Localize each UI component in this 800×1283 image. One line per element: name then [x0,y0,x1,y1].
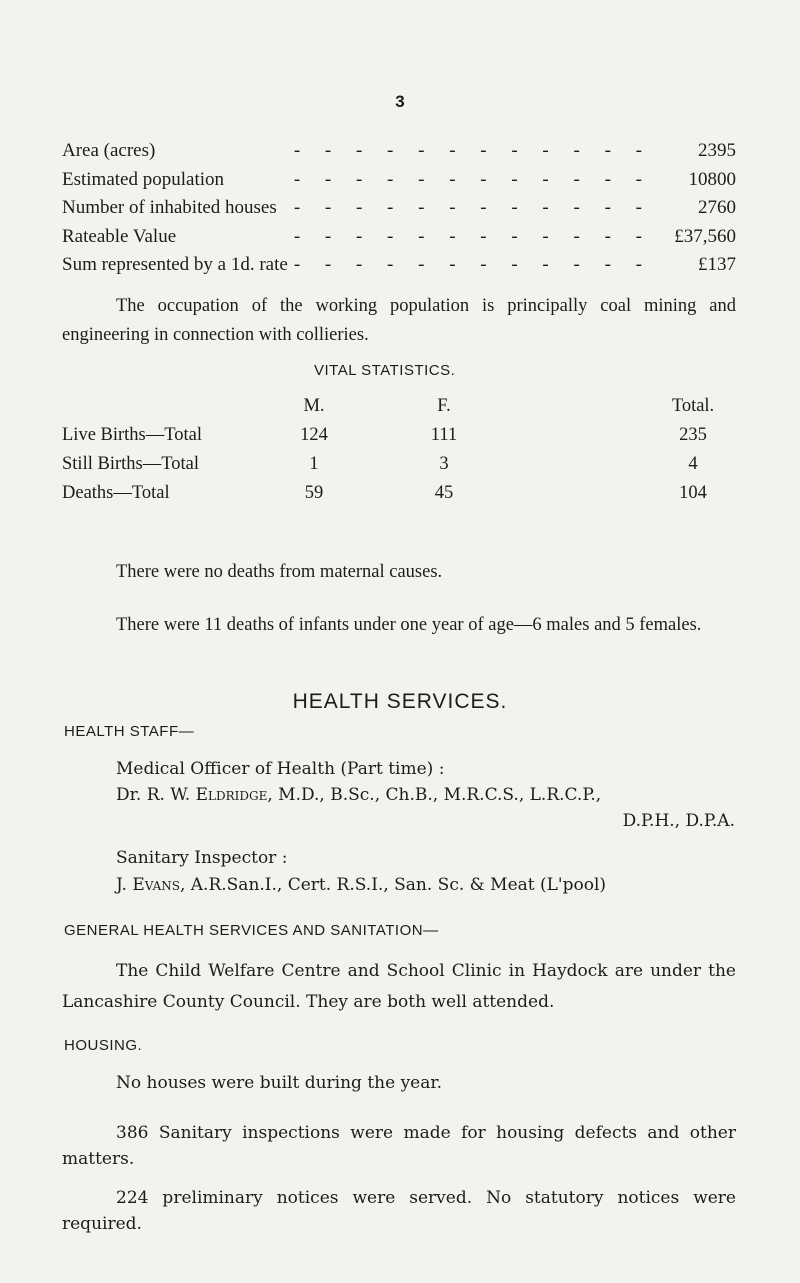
row-label: Still Births—Total [62,454,199,474]
sanitary-inspector-name-line: J. Evans, A.R.San.I., Cert. R.S.I., San. Sc. & Meat (L'pool) [116,875,607,895]
stat-label: Rateable Value [62,225,177,247]
table-row [62,454,742,480]
moh-quals-line2: D.P.H., D.P.A. [622,811,735,831]
stat-row-houses [62,197,736,226]
stat-value: 10800 [688,168,736,190]
general-health-paragraph: The Child Welfare Centre and School Clinic in Haydock are under the Lancashire County Council. They are both well attended. [62,961,736,1012]
occupation-paragraph: The occupation of the working population is principally coal mining and engineering in connection with collieries. [62,296,736,345]
stat-label: Area (acres) [62,140,156,161]
cell-f: 111 [430,425,458,445]
moh-name-line: Dr. R. W. Eldridge, M.D., B.Sc., Ch.B., M.R.C.S., L.R.C.P., [116,785,602,805]
row-label: Live Births—Total [62,425,203,445]
housing-paragraph-3: 224 preliminary notices were served. No statutory notices were required. [62,1188,736,1234]
header-f: F. [437,396,451,416]
leader-dashes: - - - - - - - - - - - - [293,254,652,275]
cell-m: 1 [309,454,319,474]
table-row [62,483,742,509]
cell-total: 4 [688,454,698,474]
cell-total: 235 [679,425,707,445]
stat-row-population [62,169,736,198]
table-header-row [62,396,742,422]
infant-deaths-paragraph: There were 11 deaths of infants under one year of age—6 males and 5 females. [116,615,702,635]
stat-label: Estimated population [62,168,225,190]
stat-value: 2395 [698,140,736,161]
moh-surname: Eldridge [195,785,268,805]
stat-value: £37,560 [674,225,736,247]
leader-dashes: - - - - - - - - - - - - [293,197,652,218]
housing-paragraph-2: 386 Sanitary inspections were made for housing defects and other matters. [62,1123,736,1169]
stat-value: 2760 [698,197,736,218]
si-surname: Evans [132,875,180,895]
general-health-heading: GENERAL HEALTH SERVICES AND SANITATION— [64,922,439,939]
cell-m: 124 [300,425,328,445]
stat-label: Sum represented by a 1d. rate [62,254,288,275]
health-services-title: HEALTH SERVICES. [292,690,508,713]
header-m: M. [303,396,325,416]
header-total: Total. [671,396,715,416]
maternal-deaths-paragraph: There were no deaths from maternal causes. [116,562,443,582]
housing-heading: HOUSING. [64,1037,143,1054]
table-row [62,425,742,451]
sanitary-inspector-title: Sanitary Inspector : [116,848,288,868]
stat-row-rate-sum [62,254,736,283]
page-number: 3 [395,92,405,111]
cell-f: 45 [434,483,454,503]
moh-title: Medical Officer of Health (Part time) : [116,759,445,779]
housing-paragraph-1: No houses were built during the year. [116,1073,443,1093]
health-staff-heading: HEALTH STAFF— [64,723,195,740]
cell-m: 59 [304,483,324,503]
leader-dashes: - - - - - - - - - - - - [293,140,652,161]
vital-statistics-title: VITAL STATISTICS. [314,362,456,379]
leader-dashes: - - - - - - - - - - - - [293,225,652,247]
stat-row-rateable-value [62,226,736,255]
area-statistics [62,140,736,283]
row-label: Deaths—Total [62,483,170,503]
stat-label: Number of inhabited houses [62,197,277,218]
cell-total: 104 [679,483,707,503]
stat-value: £137 [698,254,736,275]
cell-f: 3 [439,454,449,474]
stat-row-area [62,140,736,169]
leader-dashes: - - - - - - - - - - - - [293,168,652,190]
